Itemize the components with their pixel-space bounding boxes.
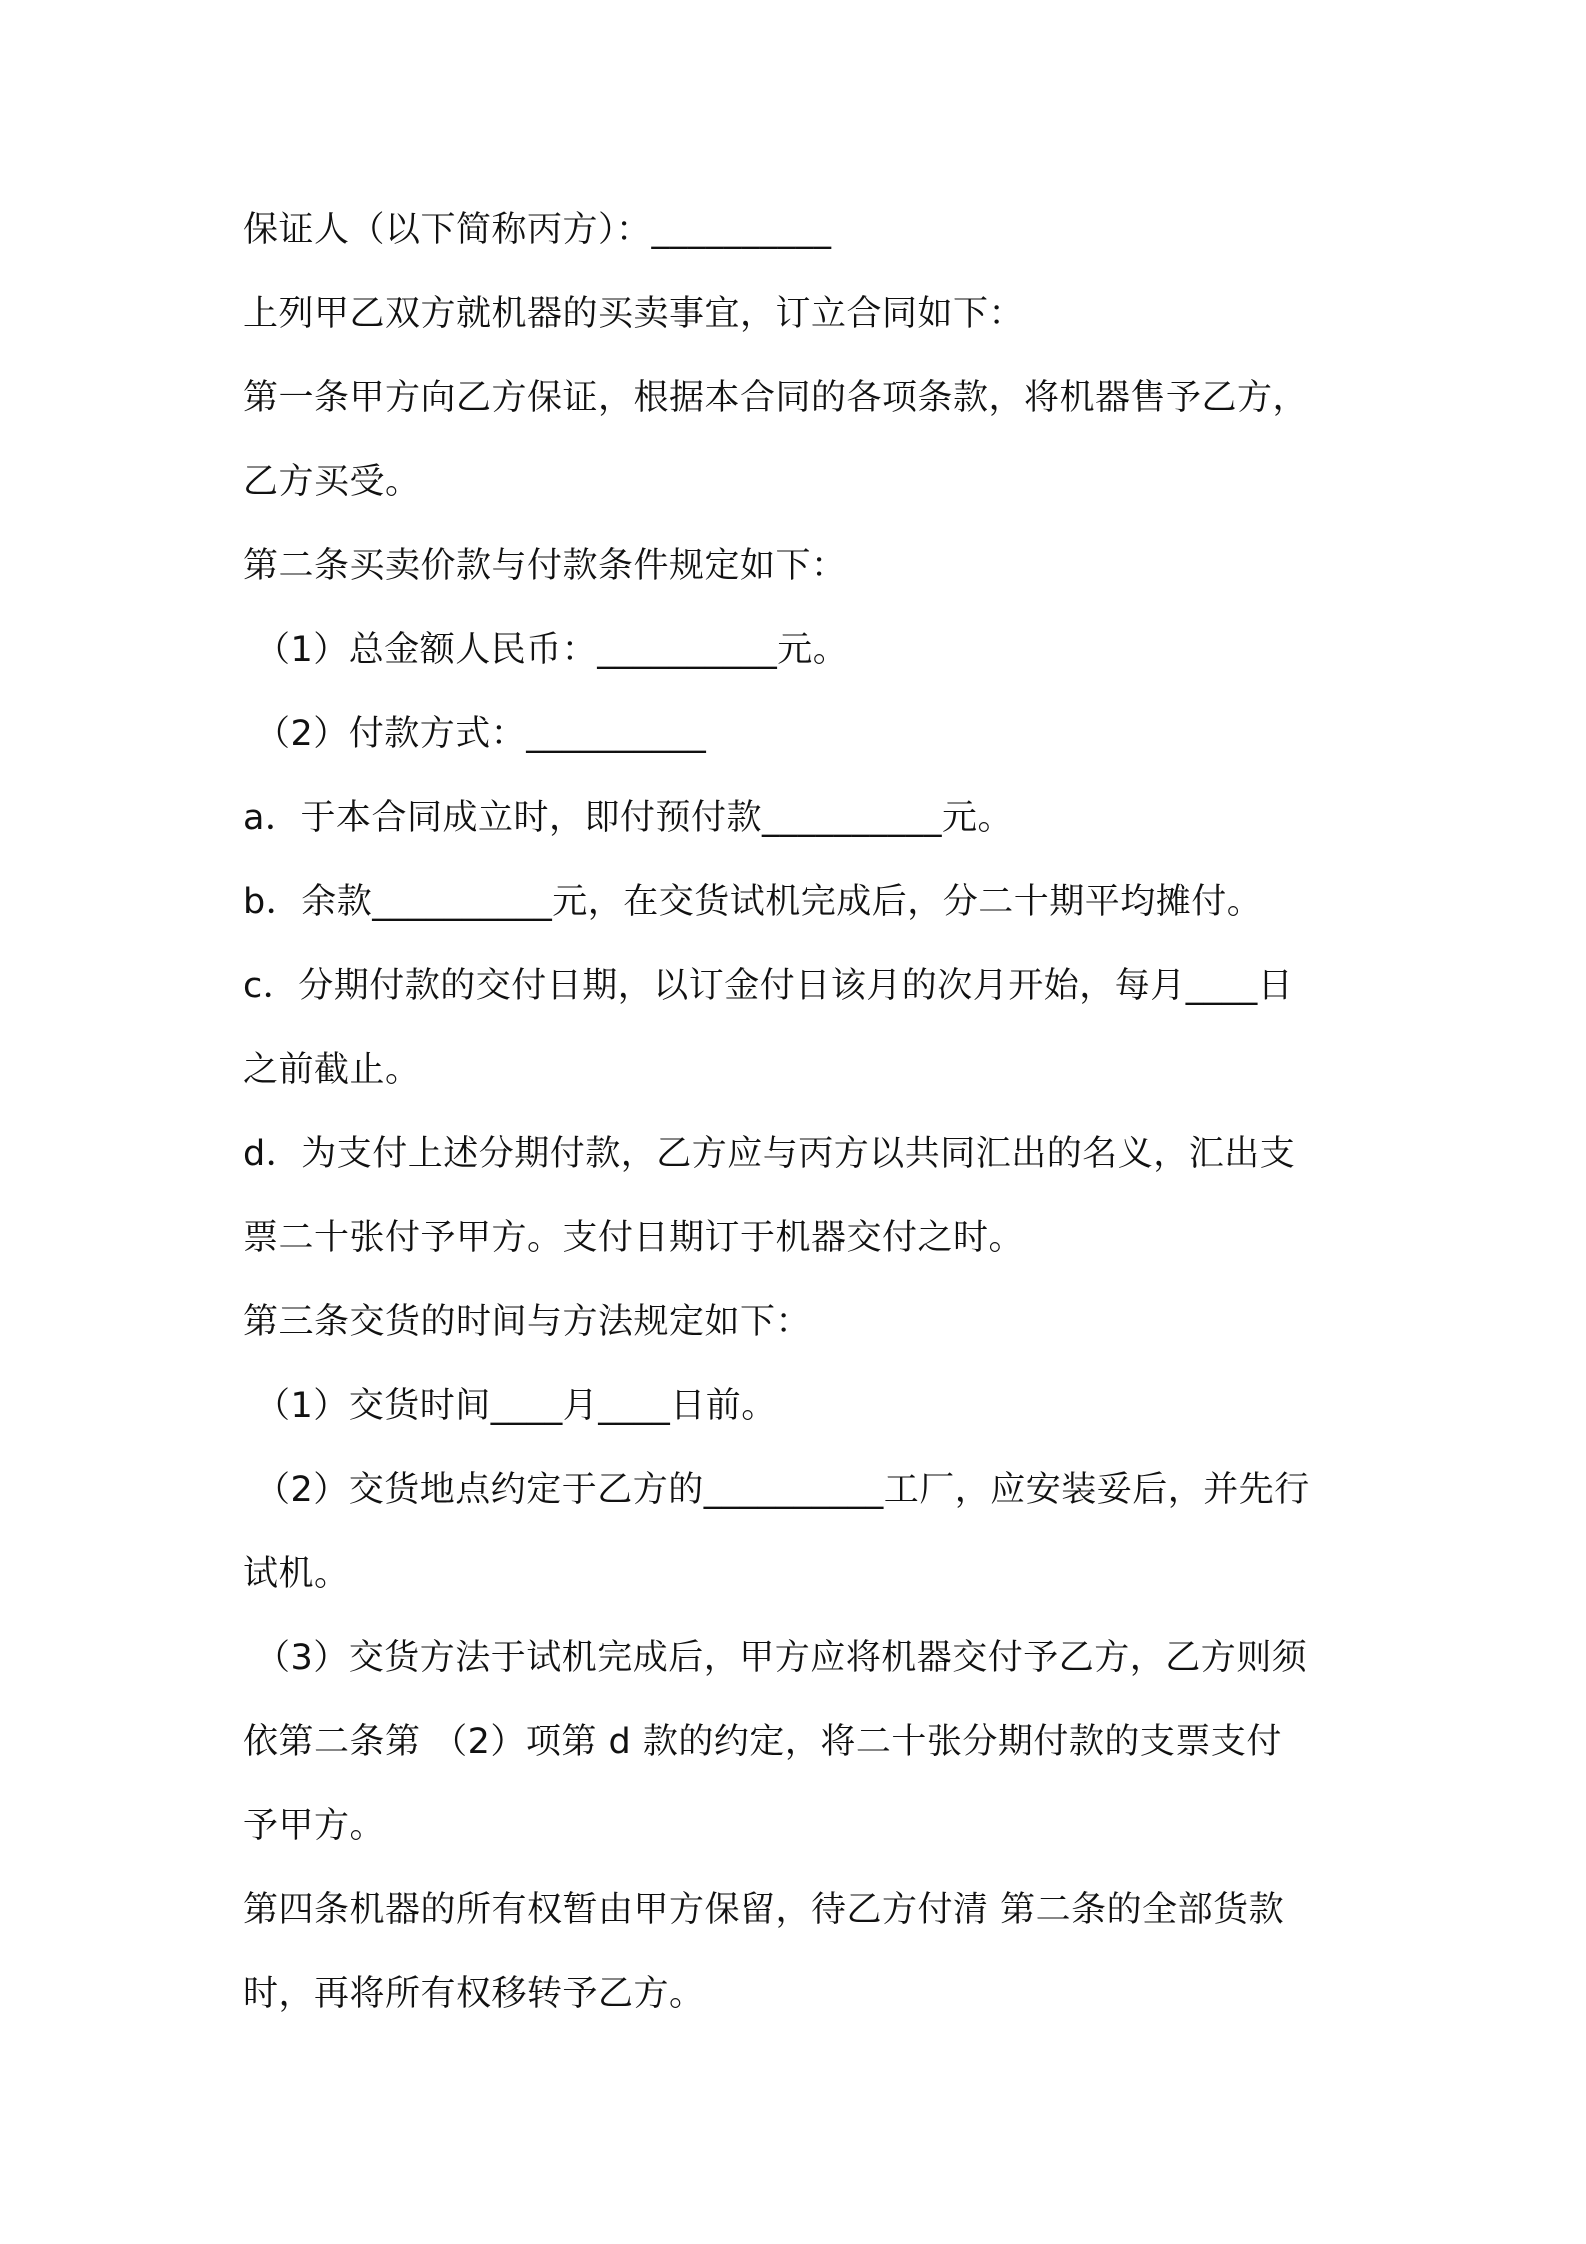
- article-2-item-2: （2）付款方式：__________: [255, 714, 707, 754]
- article-4-line-1: 第四条机器的所有权暂由甲方保留，待乙方付清 第二条的全部货款: [243, 1890, 1285, 1930]
- guarantor-line: 保证人（以下简称丙方）：__________: [243, 210, 832, 250]
- article-2-clause-c-2: 之前截止。: [243, 1050, 421, 1090]
- article-1-line-1: 第一条甲方向乙方保证，根据本合同的各项条款，将机器售予乙方，: [243, 378, 1309, 418]
- article-2-clause-d-1: d．为支付上述分期付款，乙方应与丙方以共同汇出的名义，汇出支: [243, 1134, 1296, 1174]
- article-3-item-3-3: 予甲方。: [243, 1806, 386, 1846]
- article-3-item-2-2: 试机。: [243, 1554, 350, 1594]
- article-2-item-1: （1）总金额人民币：__________元。: [255, 630, 849, 670]
- article-1-line-2: 乙方买受。: [243, 462, 421, 502]
- article-3-heading: 第三条交货的时间与方法规定如下：: [243, 1302, 812, 1342]
- article-2-clause-b: b．余款__________元，在交货试机完成后，分二十期平均摊付。: [243, 882, 1263, 922]
- preamble-line: 上列甲乙双方就机器的买卖事宜，订立合同如下：: [243, 294, 1025, 334]
- article-4-line-2: 时，再将所有权移转予乙方。: [243, 1974, 705, 2014]
- article-2-clause-c-1: c．分期付款的交付日期，以订金付日该月的次月开始，每月____日: [243, 966, 1294, 1006]
- article-3-item-2-1: （2）交货地点约定于乙方的__________工厂，应安装妥后，并先行: [255, 1470, 1310, 1510]
- article-3-item-3-1: （3）交货方法于试机完成后，甲方应将机器交付予乙方，乙方则须: [255, 1638, 1308, 1678]
- article-3-item-3-2: 依第二条第 （2）项第 d 款的约定，将二十张分期付款的支票支付: [243, 1722, 1282, 1762]
- article-2-heading: 第二条买卖价款与付款条件规定如下：: [243, 546, 847, 586]
- article-3-item-1: （1）交货时间____月____日前。: [255, 1386, 777, 1426]
- article-2-clause-d-2: 票二十张付予甲方。支付日期订于机器交付之时。: [243, 1218, 1025, 1258]
- article-2-clause-a: a．于本合同成立时，即付预付款__________元。: [243, 798, 1013, 838]
